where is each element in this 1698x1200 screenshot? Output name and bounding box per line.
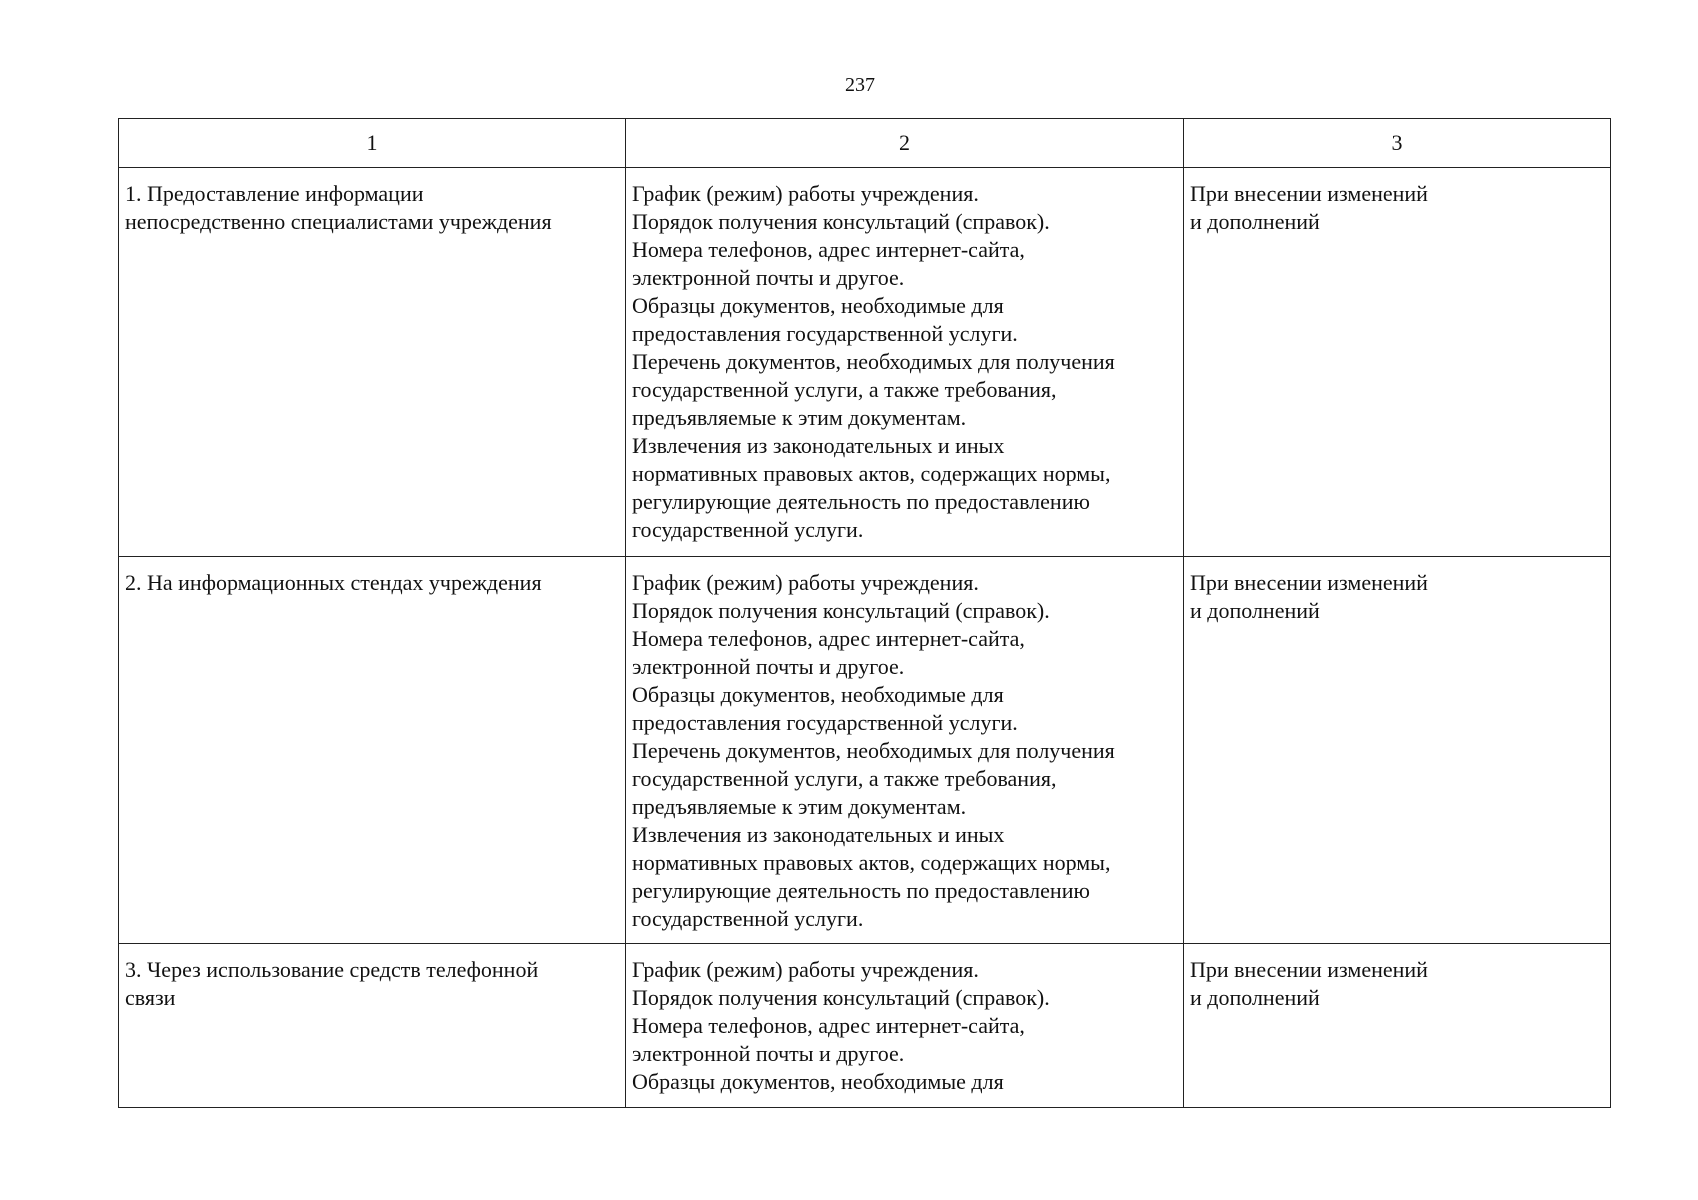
method-cell — [119, 168, 626, 557]
cell-line: государственной услуги, а также требования, — [632, 766, 1057, 791]
cell-line: и дополнений — [1190, 209, 1320, 234]
cell-line: связи — [125, 985, 176, 1010]
cell-line: Образцы документов, необходимые для — [632, 1069, 1004, 1094]
column-header-3: 3 — [1184, 119, 1611, 168]
cell-line: Образцы документов, необходимые для — [632, 682, 1004, 707]
cell-line: Перечень документов, необходимых для получения — [632, 349, 1115, 374]
cell-line: Порядок получения консультаций (справок). — [632, 209, 1050, 234]
cell-line: электронной почты и другое. — [632, 654, 905, 679]
cell-line: Номера телефонов, адрес интернет-сайта, — [632, 237, 1025, 262]
cell-line: предоставления государственной услуги. — [632, 321, 1018, 346]
cell-line: и дополнений — [1190, 598, 1320, 623]
cell-line: 3. Через использование средств телефонной — [125, 957, 539, 982]
cell-line: Извлечения из законодательных и иных — [632, 822, 1005, 847]
cell-line: Извлечения из законодательных и иных — [632, 433, 1005, 458]
cell-line: График (режим) работы учреждения. — [632, 957, 979, 982]
update-frequency-cell — [1184, 557, 1611, 944]
cell-line: государственной услуги. — [632, 906, 864, 931]
cell-line: нормативных правовых актов, содержащих нормы, — [632, 461, 1111, 486]
cell-line: График (режим) работы учреждения. — [632, 570, 979, 595]
cell-line: 2. На информационных стендах учреждения — [125, 570, 542, 595]
cell-line: государственной услуги. — [632, 517, 864, 542]
page-number: 237 — [845, 74, 875, 96]
info-table — [118, 118, 1611, 1108]
column-header-1: 1 — [119, 119, 626, 168]
cell-line: При внесении изменений — [1190, 181, 1428, 206]
cell-line: Номера телефонов, адрес интернет-сайта, — [632, 1013, 1025, 1038]
cell-line: Образцы документов, необходимые для — [632, 293, 1004, 318]
cell-line: При внесении изменений — [1190, 570, 1428, 595]
table-row — [119, 168, 1611, 557]
cell-line: электронной почты и другое. — [632, 265, 905, 290]
column-header-2: 2 — [626, 119, 1184, 168]
update-frequency-cell — [1184, 168, 1611, 557]
cell-line: График (режим) работы учреждения. — [632, 181, 979, 206]
cell-line: Номера телефонов, адрес интернет-сайта, — [632, 626, 1025, 651]
cell-line: государственной услуги, а также требования, — [632, 377, 1057, 402]
cell-line: регулирующие деятельность по предоставлению — [632, 878, 1090, 903]
cell-line: предъявляемые к этим документам. — [632, 405, 967, 430]
cell-line: 1. Предоставление информации — [125, 181, 424, 206]
cell-line: Порядок получения консультаций (справок). — [632, 598, 1050, 623]
cell-line: регулирующие деятельность по предоставлению — [632, 489, 1090, 514]
update-frequency-cell — [1184, 944, 1611, 1108]
cell-line: Перечень документов, необходимых для получения — [632, 738, 1115, 763]
content-cell — [626, 168, 1184, 557]
cell-line: При внесении изменений — [1190, 957, 1428, 982]
table-row — [119, 944, 1611, 1108]
cell-line: предоставления государственной услуги. — [632, 710, 1018, 735]
cell-line: непосредственно специалистами учреждения — [125, 209, 552, 234]
cell-line: и дополнений — [1190, 985, 1320, 1010]
content-cell — [626, 944, 1184, 1108]
cell-line: электронной почты и другое. — [632, 1041, 905, 1066]
table-header-row — [119, 119, 1611, 168]
method-cell — [119, 944, 626, 1108]
content-cell — [626, 557, 1184, 944]
table-row — [119, 557, 1611, 944]
cell-line: предъявляемые к этим документам. — [632, 794, 967, 819]
cell-line: нормативных правовых актов, содержащих нормы, — [632, 850, 1111, 875]
cell-line: Порядок получения консультаций (справок). — [632, 985, 1050, 1010]
method-cell — [119, 557, 626, 944]
